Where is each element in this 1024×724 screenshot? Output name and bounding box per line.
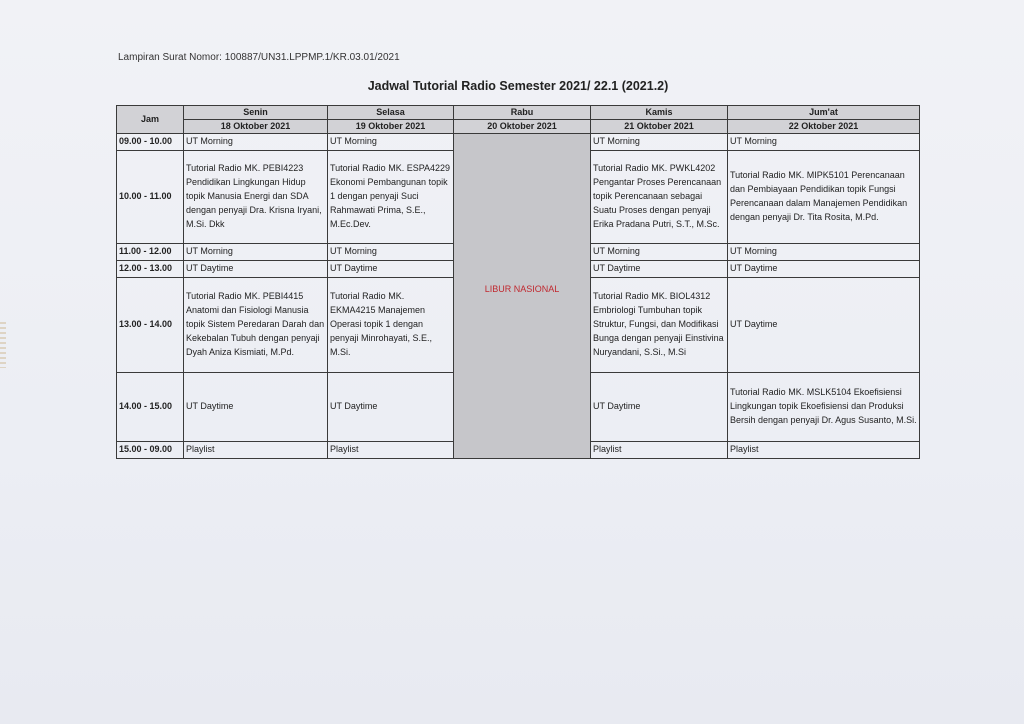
kamis-cell: UT Morning — [591, 134, 728, 151]
schedule-title: Jadwal Tutorial Radio Semester 2021/ 22.1 (2021.2) — [367, 79, 669, 93]
time-cell: 11.00 - 12.00 — [117, 243, 184, 260]
kamis-cell: Playlist — [591, 441, 728, 458]
kamis-cell: UT Morning — [591, 243, 728, 260]
jumat-cell: Tutorial Radio MK. MIPK5101 Perencanaan dan Pembiayaan Pendidikan topik Fungsi Perencanaan dalam Manajemen Pendidikan dengan penyaji Dr. Tita Rosita, M.Pd. — [728, 150, 920, 243]
senin-cell: UT Morning — [184, 134, 328, 151]
kamis-cell: UT Daytime — [591, 372, 728, 441]
jumat-cell: Playlist — [728, 441, 920, 458]
time-cell: 09.00 - 10.00 — [117, 134, 184, 151]
time-cell: 15.00 - 09.00 — [117, 441, 184, 458]
selasa-cell: Tutorial Radio MK. EKMA4215 Manajemen Operasi topik 1 dengan penyaji Minrohayati, S.E., M.Si. — [328, 277, 454, 372]
selasa-cell: UT Morning — [328, 134, 454, 151]
schedule-table — [116, 105, 920, 459]
jumat-cell: Tutorial Radio MK. MSLK5104 Ekoefisiensi Lingkungan topik Ekoefisiensi dan Produksi Bersih dengan penyaji Dr. Agus Susanto, M.Si. — [728, 372, 920, 441]
jumat-cell: UT Daytime — [728, 277, 920, 372]
selasa-cell: UT Daytime — [328, 260, 454, 277]
holiday-label: LIBUR NASIONAL — [484, 283, 560, 294]
jumat-cell: UT Morning — [728, 243, 920, 260]
rabu-holiday-cell — [454, 134, 591, 459]
time-cell: 14.00 - 15.00 — [117, 372, 184, 441]
kamis-cell: UT Daytime — [591, 260, 728, 277]
selasa-cell: UT Morning — [328, 243, 454, 260]
header-date-kamis: 21 Oktober 2021 — [591, 120, 728, 134]
header-row-days — [117, 106, 920, 120]
jumat-cell: UT Daytime — [728, 260, 920, 277]
time-cell: 12.00 - 13.00 — [117, 260, 184, 277]
header-row-dates — [117, 120, 920, 134]
header-date-rabu: 20 Oktober 2021 — [454, 120, 591, 134]
senin-cell: UT Daytime — [184, 372, 328, 441]
time-cell: 10.00 - 11.00 — [117, 150, 184, 243]
senin-cell: Playlist — [184, 441, 328, 458]
header-day-kamis: Kamis — [591, 106, 728, 120]
scan-edge-marks — [0, 322, 6, 368]
senin-cell: Tutorial Radio MK. PEBI4415 Anatomi dan Fisiologi Manusia topik Sistem Peredaran Darah dan Kekebalan Tubuh dengan penyaji Dyah Aniza Kismiati, M.Pd. — [184, 277, 328, 372]
table-row — [117, 134, 920, 151]
jumat-cell: UT Morning — [728, 134, 920, 151]
header-day-rabu: Rabu — [454, 106, 591, 120]
header-day-senin: Senin — [184, 106, 328, 120]
header-date-jumat: 22 Oktober 2021 — [728, 120, 920, 134]
kamis-cell: Tutorial Radio MK. BIOL4312 Embriologi Tumbuhan topik Struktur, Fungsi, dan Modifikasi Bunga dengan penyaji Einstivina Nuryandani, S.Si., M.Si — [591, 277, 728, 372]
time-cell: 13.00 - 14.00 — [117, 277, 184, 372]
senin-cell: UT Morning — [184, 243, 328, 260]
header-jam: Jam — [117, 106, 184, 134]
selasa-cell: UT Daytime — [328, 372, 454, 441]
header-date-selasa: 19 Oktober 2021 — [328, 120, 454, 134]
header-day-selasa: Selasa — [328, 106, 454, 120]
header-date-senin: 18 Oktober 2021 — [184, 120, 328, 134]
selasa-cell: Tutorial Radio MK. ESPA4229 Ekonomi Pembangunan topik 1 dengan penyaji Suci Rahmawati Prima, S.E., M.Ec.Dev. — [328, 150, 454, 243]
header-day-jumat: Jum'at — [728, 106, 920, 120]
senin-cell: UT Daytime — [184, 260, 328, 277]
letter-reference: Lampiran Surat Nomor: 100887/UN31.LPPMP.1/KR.03.01/2021 — [118, 52, 400, 63]
kamis-cell: Tutorial Radio MK. PWKL4202 Pengantar Proses Perencanaan topik Perencanaan sebagai Suatu Proses dengan penyaji Erika Pradana Putri, S.T., M.Sc. — [591, 150, 728, 243]
senin-cell: Tutorial Radio MK. PEBI4223 Pendidikan Lingkungan Hidup topik Manusia Energi dan SDA dengan penyaji Dra. Krisna Iryani, M.Si. Dkk — [184, 150, 328, 243]
selasa-cell: Playlist — [328, 441, 454, 458]
